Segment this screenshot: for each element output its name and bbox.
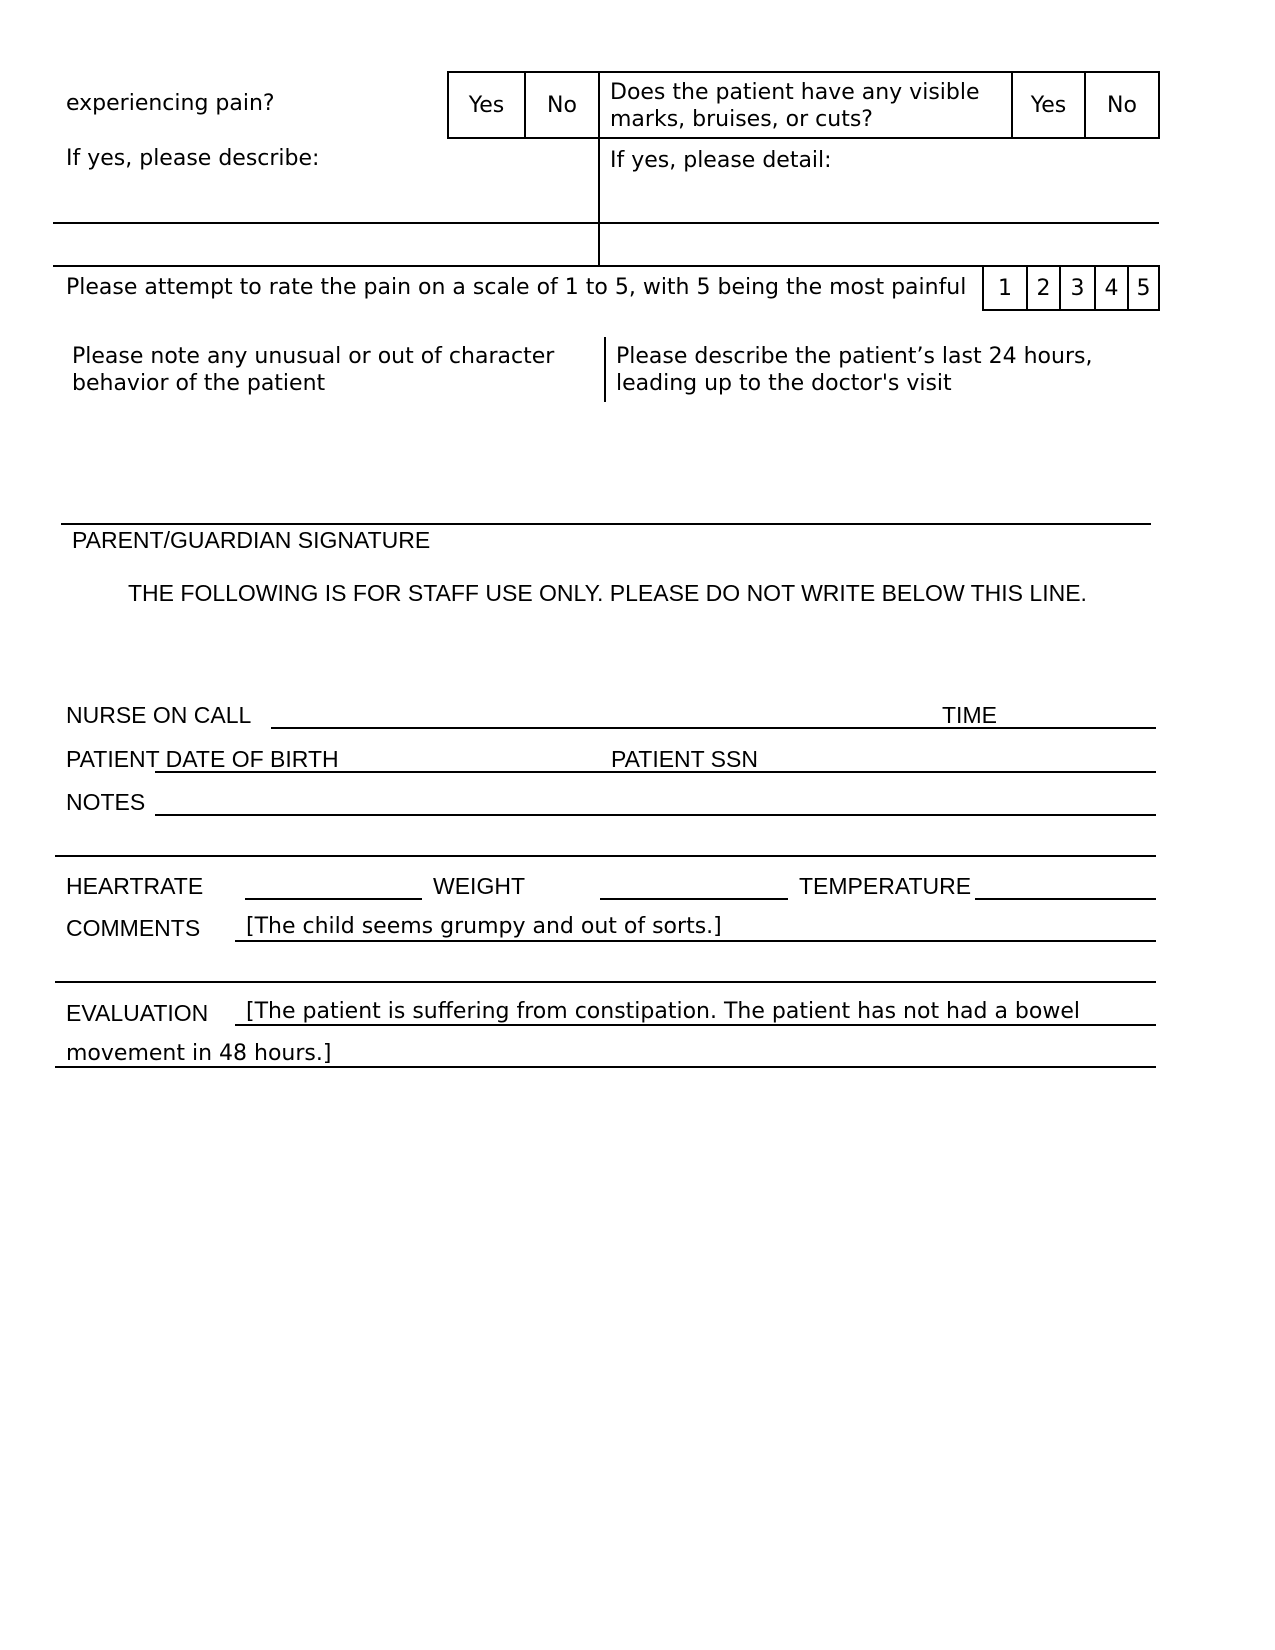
pain-yes-no-box — [447, 71, 600, 139]
column-divider — [598, 139, 600, 266]
comments-divider — [55, 981, 1156, 983]
last24-prompt — [616, 343, 1092, 397]
marks-yes-option[interactable]: Yes — [1011, 73, 1084, 137]
comments-value: [The child seems grumpy and out of sorts.] — [246, 914, 722, 939]
temperature-label: TEMPERATURE — [799, 873, 972, 899]
behavior-prompt — [72, 343, 554, 397]
notes-line[interactable] — [155, 814, 1156, 816]
signature-line[interactable] — [61, 523, 1151, 525]
pain-scale-option-3[interactable]: 3 — [1059, 267, 1094, 309]
pain-scale-box — [982, 265, 1160, 311]
notes-divider — [55, 855, 1156, 857]
describe-answer-line[interactable] — [53, 222, 1159, 224]
pain-describe-label: If yes, please describe: — [66, 146, 320, 171]
marks-question-line2: marks, bruises, or cuts? — [610, 107, 873, 132]
dob-label: PATIENT DATE OF BIRTH — [66, 746, 339, 772]
evaluation-line[interactable] — [235, 1024, 1156, 1026]
signature-label: PARENT/GUARDIAN SIGNATURE — [72, 527, 431, 553]
marks-detail-label: If yes, please detail: — [610, 148, 832, 173]
marks-question-box — [598, 71, 1160, 139]
time-label: TIME — [942, 702, 997, 728]
pain-scale-option-2[interactable]: 2 — [1026, 267, 1059, 309]
marks-no-option[interactable]: No — [1084, 73, 1158, 137]
nurse-on-call-label: NURSE ON CALL — [66, 702, 252, 728]
weight-label: WEIGHT — [433, 873, 525, 899]
staff-only-notice: THE FOLLOWING IS FOR STAFF USE ONLY. PLEASE DO NOT WRITE BELOW THIS LINE. — [128, 580, 1087, 606]
evaluation-line-2[interactable] — [55, 1066, 1156, 1068]
pain-scale-label: Please attempt to rate the pain on a scale of 1 to 5, with 5 being the most painful — [66, 275, 967, 300]
pain-scale-option-4[interactable]: 4 — [1094, 267, 1127, 309]
ssn-label: PATIENT SSN — [611, 746, 758, 772]
comments-label: COMMENTS — [66, 915, 201, 941]
comments-line[interactable] — [235, 940, 1156, 942]
marks-question — [610, 79, 980, 133]
weight-line[interactable] — [600, 898, 788, 900]
pain-question: experiencing pain? — [66, 91, 275, 116]
section-divider — [53, 265, 983, 267]
heartrate-label: HEARTRATE — [66, 873, 204, 899]
marks-question-line1: Does the patient have any visible — [610, 80, 980, 105]
notes-label: NOTES — [66, 789, 146, 815]
pain-scale-option-5[interactable]: 5 — [1127, 267, 1158, 309]
evaluation-label: EVALUATION — [66, 1000, 209, 1026]
nurse-on-call-line[interactable] — [271, 727, 1156, 729]
pain-yes-option[interactable]: Yes — [468, 92, 505, 118]
behavior-prompt-line1: Please note any unusual or out of character — [72, 344, 555, 369]
heartrate-line[interactable] — [245, 898, 422, 900]
evaluation-value-line2: movement in 48 hours.] — [66, 1041, 332, 1066]
behavior-prompt-line2: behavior of the patient — [72, 371, 326, 396]
behavior-divider — [604, 337, 606, 402]
temperature-line[interactable] — [975, 898, 1156, 900]
last24-prompt-line1: Please describe the patient’s last 24 hours, — [616, 344, 1093, 369]
pain-no-option[interactable]: No — [524, 73, 598, 137]
pain-scale-option-1[interactable]: 1 — [998, 275, 1012, 301]
last24-prompt-line2: leading up to the doctor's visit — [616, 371, 952, 396]
evaluation-value-line1: [The patient is suffering from constipation. The patient has not had a bowel — [246, 999, 1080, 1024]
